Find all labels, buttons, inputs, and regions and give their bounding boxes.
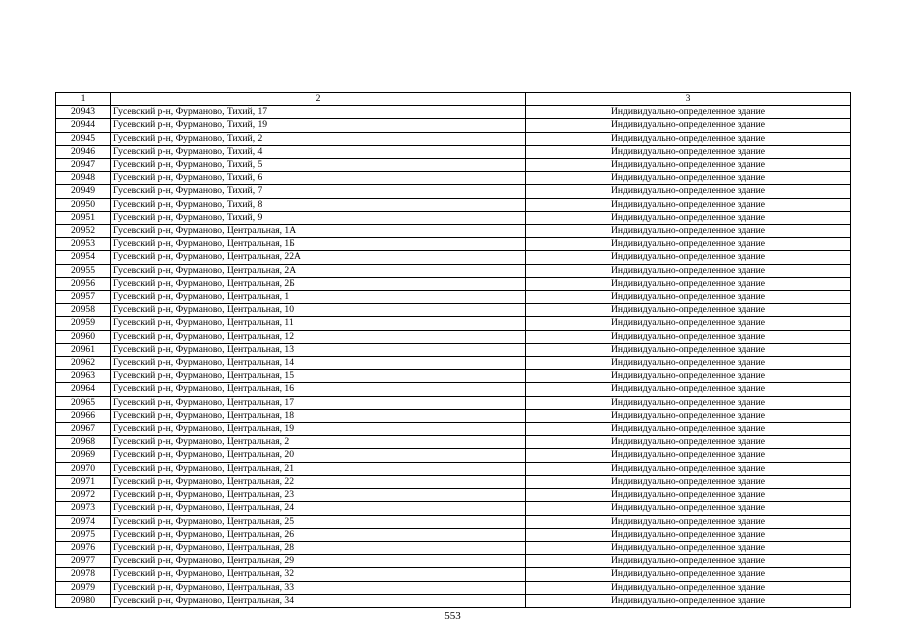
row-number: 20946 (56, 145, 111, 158)
address-cell: Гусевский р-н, Фурманово, Центральная, 15 (111, 370, 526, 383)
address-cell: Гусевский р-н, Фурманово, Центральная, 1 (111, 291, 526, 304)
object-type-cell: Индивидуально-определенное здание (526, 502, 851, 515)
address-cell: Гусевский р-н, Фурманово, Центральная, 16 (111, 383, 526, 396)
row-number: 20947 (56, 159, 111, 172)
row-number: 20960 (56, 330, 111, 343)
address-cell: Гусевский р-н, Фурманово, Центральная, 13 (111, 343, 526, 356)
row-number: 20956 (56, 277, 111, 290)
address-cell: Гусевский р-н, Фурманово, Центральная, 1А (111, 225, 526, 238)
row-number: 20953 (56, 238, 111, 251)
object-type-cell: Индивидуально-определенное здание (526, 594, 851, 607)
row-number: 20977 (56, 555, 111, 568)
table-row (56, 581, 851, 594)
object-type-cell: Индивидуально-определенное здание (526, 330, 851, 343)
object-type-cell: Индивидуально-определенное здание (526, 132, 851, 145)
table-row (56, 436, 851, 449)
table-row (56, 304, 851, 317)
object-type-cell: Индивидуально-определенное здание (526, 119, 851, 132)
row-number: 20943 (56, 106, 111, 119)
object-type-cell: Индивидуально-определенное здание (526, 225, 851, 238)
table-row (56, 449, 851, 462)
object-type-cell: Индивидуально-определенное здание (526, 541, 851, 554)
object-type-cell: Индивидуально-определенное здание (526, 528, 851, 541)
object-type-cell: Индивидуально-определенное здание (526, 489, 851, 502)
address-cell: Гусевский р-н, Фурманово, Центральная, 19 (111, 423, 526, 436)
address-cell: Гусевский р-н, Фурманово, Тихий, 4 (111, 145, 526, 158)
row-number: 20962 (56, 357, 111, 370)
object-type-cell: Индивидуально-определенное здание (526, 370, 851, 383)
row-number: 20969 (56, 449, 111, 462)
address-cell: Гусевский р-н, Фурманово, Центральная, 26 (111, 528, 526, 541)
object-type-cell: Индивидуально-определенное здание (526, 396, 851, 409)
address-cell: Гусевский р-н, Фурманово, Тихий, 7 (111, 185, 526, 198)
table-row (56, 119, 851, 132)
row-number: 20967 (56, 423, 111, 436)
table-row (56, 198, 851, 211)
address-cell: Гусевский р-н, Фурманово, Центральная, 1Б (111, 238, 526, 251)
row-number: 20975 (56, 528, 111, 541)
column-header-1: 1 (56, 93, 111, 106)
address-cell: Гусевский р-н, Фурманово, Центральная, 21 (111, 462, 526, 475)
address-cell: Гусевский р-н, Фурманово, Центральная, 25 (111, 515, 526, 528)
address-cell: Гусевский р-н, Фурманово, Тихий, 5 (111, 159, 526, 172)
address-cell: Гусевский р-н, Фурманово, Центральная, 22А (111, 251, 526, 264)
row-number: 20955 (56, 264, 111, 277)
address-cell: Гусевский р-н, Фурманово, Центральная, 2 (111, 436, 526, 449)
row-number: 20980 (56, 594, 111, 607)
row-number: 20961 (56, 343, 111, 356)
address-cell: Гусевский р-н, Фурманово, Тихий, 2 (111, 132, 526, 145)
table-row (56, 370, 851, 383)
row-number: 20974 (56, 515, 111, 528)
table-row (56, 238, 851, 251)
row-number: 20972 (56, 489, 111, 502)
object-type-cell: Индивидуально-определенное здание (526, 581, 851, 594)
address-cell: Гусевский р-н, Фурманово, Центральная, 22 (111, 475, 526, 488)
address-cell: Гусевский р-н, Фурманово, Центральная, 32 (111, 568, 526, 581)
table-row (56, 383, 851, 396)
object-type-cell: Индивидуально-определенное здание (526, 198, 851, 211)
table-row (56, 568, 851, 581)
table-row (56, 555, 851, 568)
table-row (56, 343, 851, 356)
table-row (56, 132, 851, 145)
table-row (56, 172, 851, 185)
object-type-cell: Индивидуально-определенное здание (526, 475, 851, 488)
table-row (56, 541, 851, 554)
object-type-cell: Индивидуально-определенное здание (526, 449, 851, 462)
address-cell: Гусевский р-н, Фурманово, Центральная, 12 (111, 330, 526, 343)
object-type-cell: Индивидуально-определенное здание (526, 172, 851, 185)
object-type-cell: Индивидуально-определенное здание (526, 145, 851, 158)
object-type-cell: Индивидуально-определенное здание (526, 251, 851, 264)
address-cell: Гусевский р-н, Фурманово, Центральная, 20 (111, 449, 526, 462)
table-row (56, 291, 851, 304)
table-row (56, 277, 851, 290)
object-type-cell: Индивидуально-определенное здание (526, 383, 851, 396)
column-header-3: 3 (526, 93, 851, 106)
row-number: 20951 (56, 211, 111, 224)
row-number: 20954 (56, 251, 111, 264)
object-type-cell: Индивидуально-определенное здание (526, 436, 851, 449)
address-cell: Гусевский р-н, Фурманово, Центральная, 2А (111, 264, 526, 277)
row-number: 20966 (56, 409, 111, 422)
object-type-cell: Индивидуально-определенное здание (526, 238, 851, 251)
address-cell: Гусевский р-н, Фурманово, Тихий, 19 (111, 119, 526, 132)
address-cell: Гусевский р-н, Фурманово, Центральная, 24 (111, 502, 526, 515)
address-cell: Гусевский р-н, Фурманово, Центральная, 17 (111, 396, 526, 409)
table-row (56, 475, 851, 488)
table-row (56, 330, 851, 343)
address-cell: Гусевский р-н, Фурманово, Тихий, 9 (111, 211, 526, 224)
table-row (56, 462, 851, 475)
object-type-cell: Индивидуально-определенное здание (526, 462, 851, 475)
table-row (56, 396, 851, 409)
table-row (56, 264, 851, 277)
object-type-cell: Индивидуально-определенное здание (526, 515, 851, 528)
object-type-cell: Индивидуально-определенное здание (526, 304, 851, 317)
table-row (56, 594, 851, 607)
object-type-cell: Индивидуально-определенное здание (526, 291, 851, 304)
registry-table (55, 92, 851, 608)
object-type-cell: Индивидуально-определенное здание (526, 106, 851, 119)
object-type-cell: Индивидуально-определенное здание (526, 159, 851, 172)
object-type-cell: Индивидуально-определенное здание (526, 343, 851, 356)
table-row (56, 145, 851, 158)
object-type-cell: Индивидуально-определенное здание (526, 277, 851, 290)
address-cell: Гусевский р-н, Фурманово, Центральная, 28 (111, 541, 526, 554)
column-header-2: 2 (111, 93, 526, 106)
table-row (56, 528, 851, 541)
row-number: 20971 (56, 475, 111, 488)
table-row (56, 251, 851, 264)
row-number: 20950 (56, 198, 111, 211)
object-type-cell: Индивидуально-определенное здание (526, 211, 851, 224)
table-row (56, 489, 851, 502)
row-number: 20976 (56, 541, 111, 554)
row-number: 20952 (56, 225, 111, 238)
object-type-cell: Индивидуально-определенное здание (526, 357, 851, 370)
table-row (56, 515, 851, 528)
row-number: 20949 (56, 185, 111, 198)
row-number: 20944 (56, 119, 111, 132)
table-row (56, 225, 851, 238)
address-cell: Гусевский р-н, Фурманово, Тихий, 6 (111, 172, 526, 185)
table-row (56, 106, 851, 119)
row-number: 20958 (56, 304, 111, 317)
object-type-cell: Индивидуально-определенное здание (526, 568, 851, 581)
row-number: 20965 (56, 396, 111, 409)
row-number: 20978 (56, 568, 111, 581)
table-header-row (56, 93, 851, 106)
address-cell: Гусевский р-н, Фурманово, Центральная, 2Б (111, 277, 526, 290)
page-number: 553 (444, 610, 461, 622)
row-number: 20973 (56, 502, 111, 515)
address-cell: Гусевский р-н, Фурманово, Центральная, 11 (111, 317, 526, 330)
table-row (56, 502, 851, 515)
object-type-cell: Индивидуально-определенное здание (526, 185, 851, 198)
address-cell: Гусевский р-н, Фурманово, Тихий, 8 (111, 198, 526, 211)
object-type-cell: Индивидуально-определенное здание (526, 555, 851, 568)
table-row (56, 317, 851, 330)
address-cell: Гусевский р-н, Фурманово, Центральная, 18 (111, 409, 526, 422)
address-cell: Гусевский р-н, Фурманово, Центральная, 33 (111, 581, 526, 594)
table-row (56, 185, 851, 198)
row-number: 20970 (56, 462, 111, 475)
row-number: 20979 (56, 581, 111, 594)
row-number: 20968 (56, 436, 111, 449)
row-number: 20945 (56, 132, 111, 145)
row-number: 20948 (56, 172, 111, 185)
registry-table-body (56, 93, 851, 608)
row-number: 20963 (56, 370, 111, 383)
address-cell: Гусевский р-н, Фурманово, Центральная, 34 (111, 594, 526, 607)
row-number: 20959 (56, 317, 111, 330)
object-type-cell: Индивидуально-определенное здание (526, 409, 851, 422)
address-cell: Гусевский р-н, Фурманово, Центральная, 10 (111, 304, 526, 317)
row-number: 20964 (56, 383, 111, 396)
address-cell: Гусевский р-н, Фурманово, Центральная, 14 (111, 357, 526, 370)
address-cell: Гусевский р-н, Фурманово, Тихий, 17 (111, 106, 526, 119)
object-type-cell: Индивидуально-определенное здание (526, 423, 851, 436)
table-row (56, 423, 851, 436)
object-type-cell: Индивидуально-определенное здание (526, 317, 851, 330)
address-cell: Гусевский р-н, Фурманово, Центральная, 23 (111, 489, 526, 502)
object-type-cell: Индивидуально-определенное здание (526, 264, 851, 277)
table-row (56, 159, 851, 172)
table-row (56, 409, 851, 422)
address-cell: Гусевский р-н, Фурманово, Центральная, 29 (111, 555, 526, 568)
table-row (56, 211, 851, 224)
row-number: 20957 (56, 291, 111, 304)
table-row (56, 357, 851, 370)
